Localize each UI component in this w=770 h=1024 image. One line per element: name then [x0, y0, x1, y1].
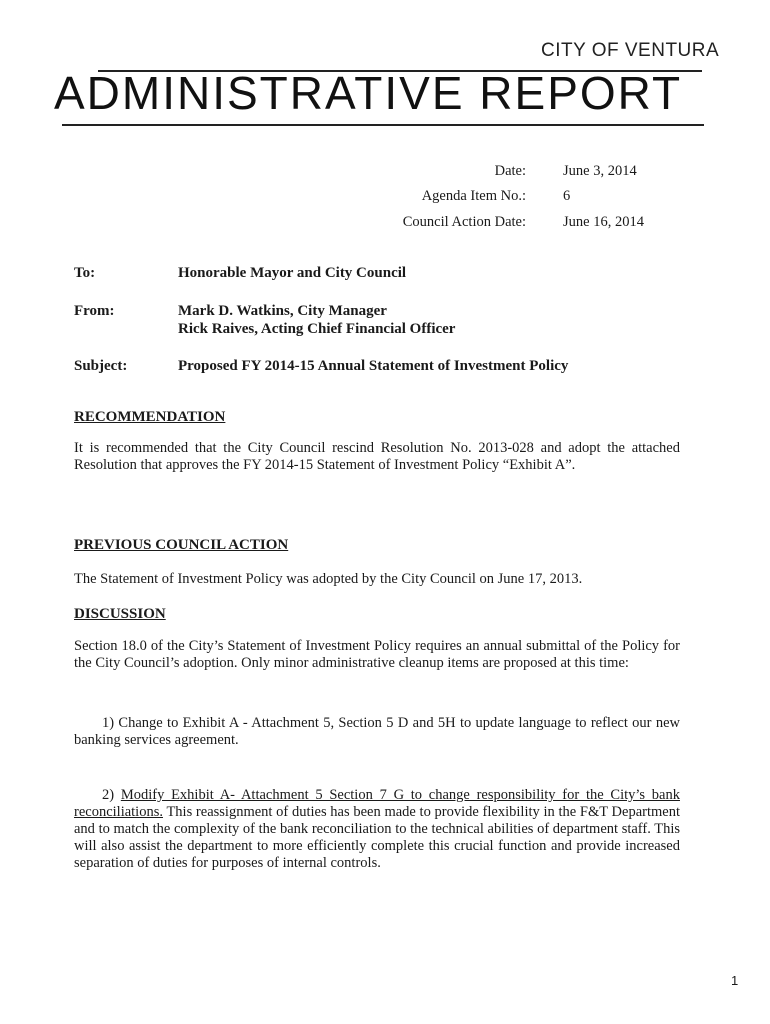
meta-agenda-label: Agenda Item No.:	[421, 188, 526, 204]
to-value: Honorable Mayor and City Council	[178, 265, 407, 281]
meta-action-date-value: June 16, 2014	[563, 214, 644, 230]
meta-date-value: June 3, 2014	[563, 163, 637, 179]
discussion-intro: Section 18.0 of the City’s Statement of Investment Policy requires an annual submittal of the Policy for the City Council’s adoption. Only minor administrative cleanup items are proposed at this time:	[74, 638, 680, 671]
discussion-heading: DISCUSSION	[74, 606, 166, 622]
item-2-rest: This reassignment of duties has been made to provide flexibility in the F&T Department and to match the complexity of the bank reconciliation to the technical abilities of department staff. This will also assist the department to more efficiently complete this crucial function and provide increased separation of duties for purposes of internal controls.	[74, 804, 680, 871]
discussion-item-1: 1) Change to Exhibit A - Attachment 5, Section 5 D and 5H to update language to reflect our new banking services agreement.	[74, 715, 680, 748]
from-value-2: Rick Raives, Acting Chief Financial Officer	[178, 321, 456, 337]
meta-date-label: Date:	[494, 163, 526, 179]
city-name: CITY OF VENTURA	[541, 40, 720, 61]
page-number: 1	[731, 973, 739, 988]
to-label: To:	[74, 265, 96, 281]
item-2-underlined: Modify Exhibit A- Attachment 5 Section 7 G to change responsibility for the City’s bank reconciliations.	[74, 787, 680, 820]
from-value-1: Mark D. Watkins, City Manager	[178, 303, 387, 319]
item-2-prefix: 2)	[102, 787, 121, 803]
subject-label: Subject:	[74, 358, 128, 374]
recommendation-text: It is recommended that the City Council rescind Resolution No. 2013-028 and adopt the attached Resolution that approves the FY 2014-15 Statement of Investment Policy “Exhibit A”.	[74, 440, 680, 473]
report-title: ADMINISTRATIVE REPORT	[54, 67, 683, 119]
meta-agenda-value: 6	[563, 188, 571, 204]
header-rule-bottom	[62, 124, 704, 126]
meta-action-date-label: Council Action Date:	[402, 214, 526, 230]
discussion-item-2	[74, 787, 680, 872]
from-label: From:	[74, 303, 115, 319]
subject-value: Proposed FY 2014-15 Annual Statement of Investment Policy	[178, 358, 569, 374]
recommendation-heading: RECOMMENDATION	[74, 409, 226, 425]
previous-action-heading: PREVIOUS COUNCIL ACTION	[74, 537, 289, 553]
previous-action-text: The Statement of Investment Policy was adopted by the City Council on June 17, 2013.	[74, 571, 583, 587]
